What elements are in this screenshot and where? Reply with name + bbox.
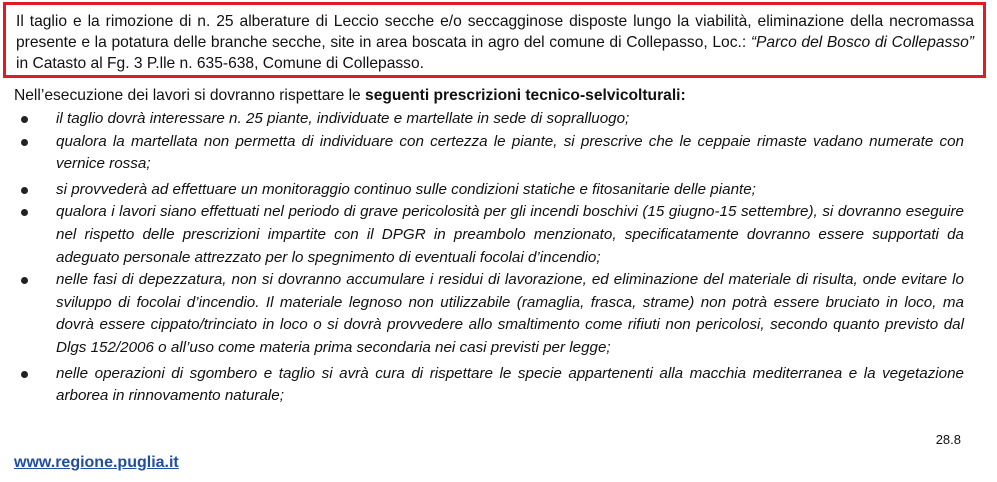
- list-item: [14, 269, 964, 359]
- bullet-icon: [21, 187, 28, 194]
- bullet-icon: [21, 277, 28, 284]
- list-item-text: qualora i lavori siano effettuati nel periodo di grave pericolosità per gli incendi boschivi (15 giugno-15 settembre), si dovranno eseguire nel rispetto delle prescrizioni impartite con il DPGR in preambolo menzionato, specificatamente dovranno essere supportati da adeguato personale attrezzato per lo spegnimento di eventuali focolai d’incendio;: [56, 203, 964, 266]
- intro-bold-text: seguenti prescrizioni tecnico-selvicolturali:: [365, 87, 686, 104]
- list-item-text: nelle fasi di depezzatura, non si dovranno accumulare i residui di lavorazione, ed eliminazione del materiale di risulta, onde evitare lo sviluppo di focolai d’incendio. Il materiale legnoso non utilizzabile (ramaglia, frasca, strame) non potrà essere bruciato in loco, ma dovrà essere cippato/trinciato in loco o si dovrà provvedere allo smaltimento come rifiuti non pericolosi, secondo quanto previsto dal Dlgs 152/2006 o all’uso come materia prima secondaria nei casi previsti per legge;: [56, 271, 964, 356]
- list-item-text: si provvederà ad effettuare un monitoraggio continuo sulle condizioni statiche e fitosanitarie delle piante;: [56, 180, 756, 198]
- bullet-icon: [21, 371, 28, 378]
- list-item-text: qualora la martellata non permetta di individuare con certezza le piante, si prescrive che le ceppaie rimaste vadano numerate con vernice rossa;: [56, 132, 964, 173]
- list-item: [14, 363, 964, 408]
- list-item-text: nelle operazioni di sgombero e taglio si avrà cura di rispettare le specie appartenenti alla macchia mediterranea e la vegetazione arborea in rinnovamento naturale;: [56, 364, 964, 405]
- highlight-text-italic: “Parco del Bosco di Collepasso”: [750, 34, 974, 51]
- intro-text: Nell’esecuzione dei lavori si dovranno rispettare le: [14, 87, 366, 104]
- list-item: [14, 131, 964, 176]
- bullet-icon: [21, 139, 28, 146]
- bullet-icon: [21, 209, 28, 216]
- highlighted-paragraph: [3, 2, 986, 78]
- list-item: [14, 201, 964, 269]
- prescriptions-list: [14, 108, 964, 408]
- page-number: 28.8: [935, 432, 961, 447]
- list-item: [14, 108, 964, 131]
- footer-cropped-line: [14, 477, 184, 482]
- highlight-text-end: in Catasto al Fg. 3 P.lle n. 635-638, Comune di Collepasso.: [16, 55, 424, 72]
- highlight-text-start: Il taglio e la rimozione di n. 25 alberature di Leccio secche e/o seccagginose disposte lungo la viabilità, eliminazione della necromassa presente e la potatura delle branche secche, site in area boscata in agro del comune di Collepasso, Loc.:: [16, 13, 974, 51]
- list-item-text: il taglio dovrà interessare n. 25 piante, individuate e martellate in sede di sopralluogo;: [56, 110, 630, 127]
- footer-website-link[interactable]: www.regione.puglia.it: [14, 454, 179, 471]
- intro-line: [14, 86, 974, 106]
- bullet-icon: [21, 116, 28, 123]
- list-item: [14, 179, 964, 202]
